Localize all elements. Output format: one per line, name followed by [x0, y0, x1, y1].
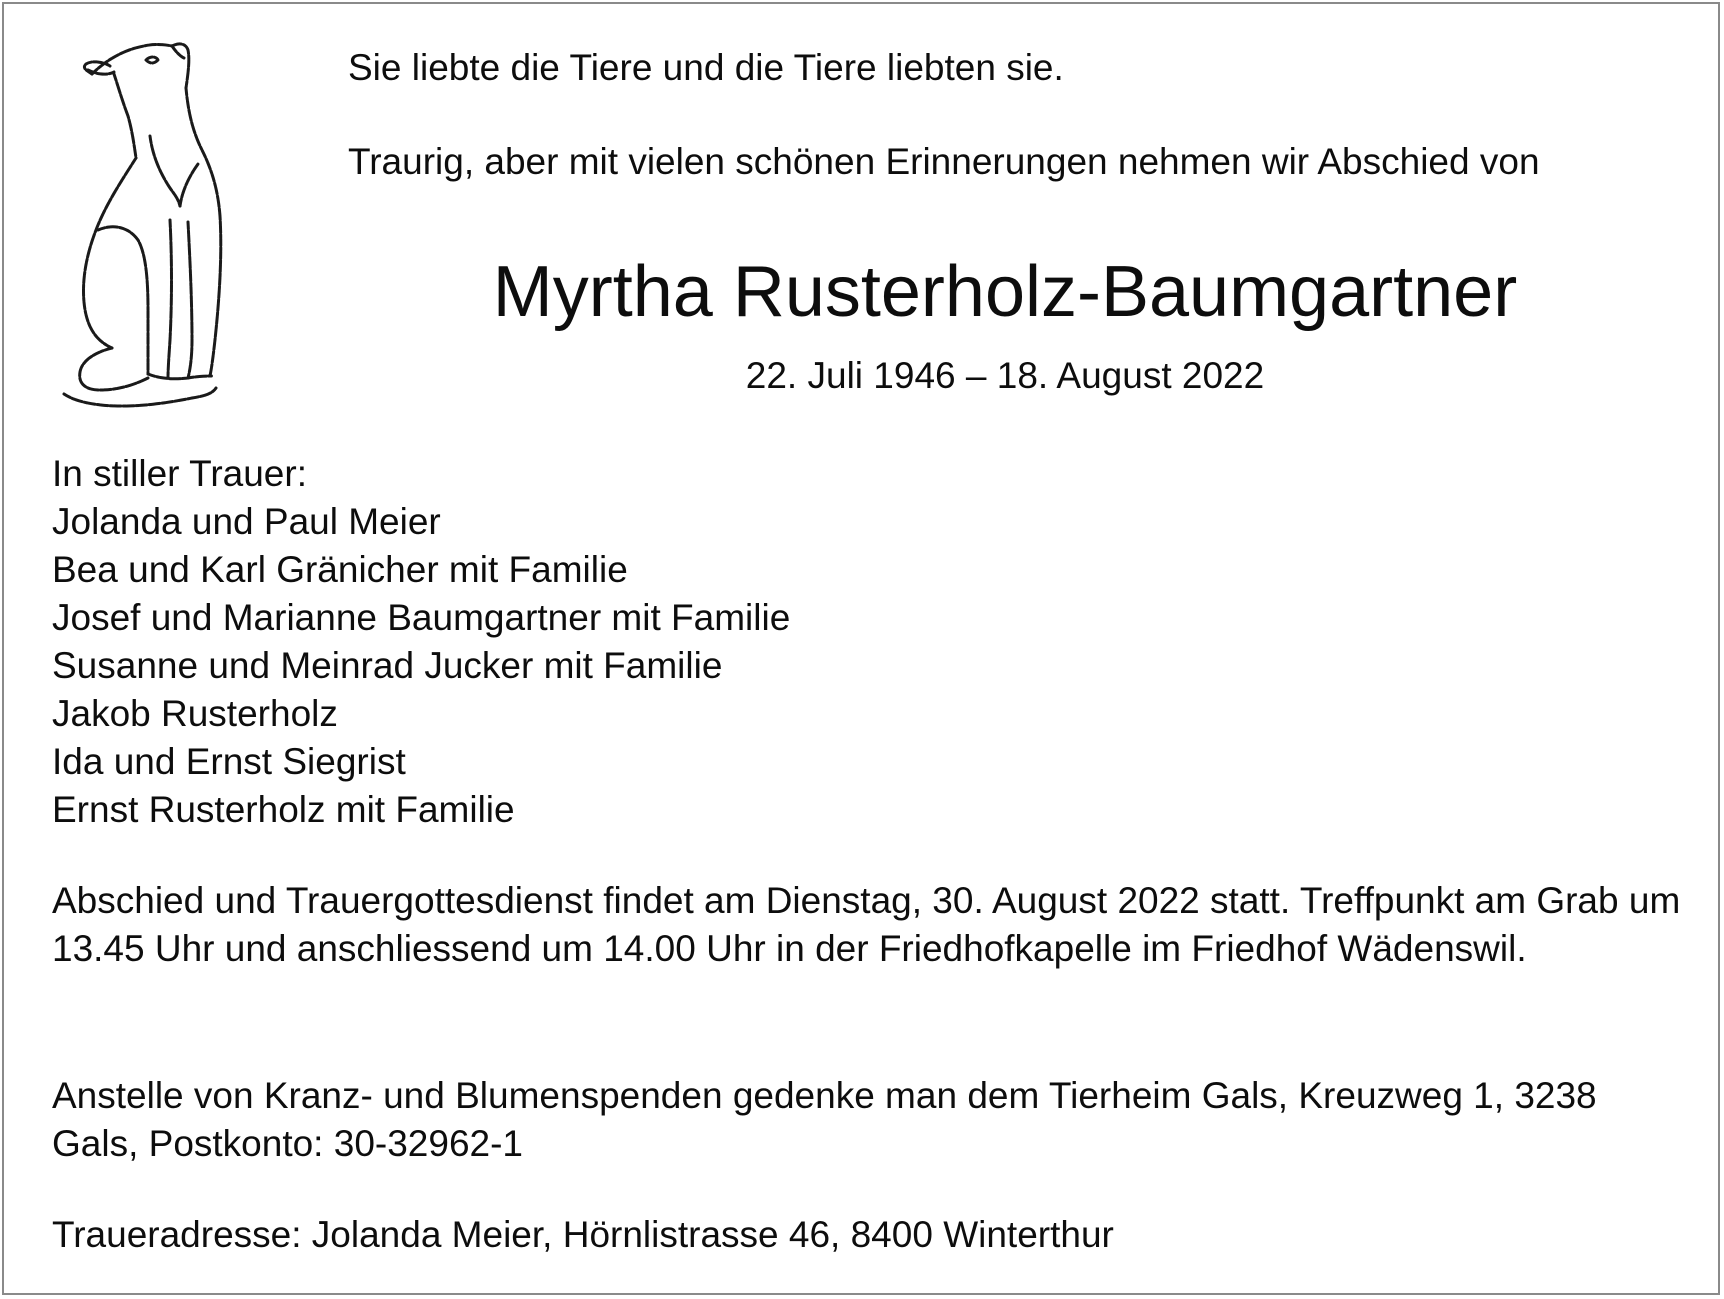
deceased-name: Myrtha Rusterholz-Baumgartner: [492, 252, 1518, 332]
service-paragraph: Abschied und Trauergottesdienst findet am Dienstag, 30. August 2022 statt. Treffpunkt am Grab um 13.45 Uhr und anschliessend um 14.00 Uhr in der Friedhofkapelle im Friedhof Wädenswil.: [52, 880, 1681, 969]
mourner-entry: Bea und Karl Gränicher mit Familie: [52, 549, 628, 590]
mourner-entry: Ernst Rusterholz mit Familie: [52, 789, 515, 830]
mourner-entry: Josef und Marianne Baumgartner mit Familie: [52, 597, 791, 638]
mourner-entry: Jakob Rusterholz: [52, 693, 338, 734]
donation-paragraph: Anstelle von Kranz- und Blumenspenden gedenke man dem Tierheim Gals, Kreuzweg 1, 3238 Gals, Postkonto: 30-32962-1: [52, 1075, 1597, 1164]
life-dates: 22. Juli 1946 – 18. August 2022: [745, 355, 1265, 396]
cat-silhouette-icon: [52, 40, 252, 412]
mourners-list: [52, 450, 790, 834]
address-paragraph: Traueradresse: Jolanda Meier, Hörnlistrasse 46, 8400 Winterthur: [52, 1214, 1114, 1255]
mourner-entry: Ida und Ernst Siegrist: [52, 741, 406, 782]
intro-line-1: Sie liebte die Tiere und die Tiere liebten sie.: [348, 47, 1064, 88]
mourners-heading: In stiller Trauer:: [52, 453, 307, 494]
mourner-entry: Jolanda und Paul Meier: [52, 501, 441, 542]
mourner-entry: Susanne und Meinrad Jucker mit Familie: [52, 645, 723, 686]
intro-line-2: Traurig, aber mit vielen schönen Erinnerungen nehmen wir Abschied von: [348, 141, 1540, 182]
